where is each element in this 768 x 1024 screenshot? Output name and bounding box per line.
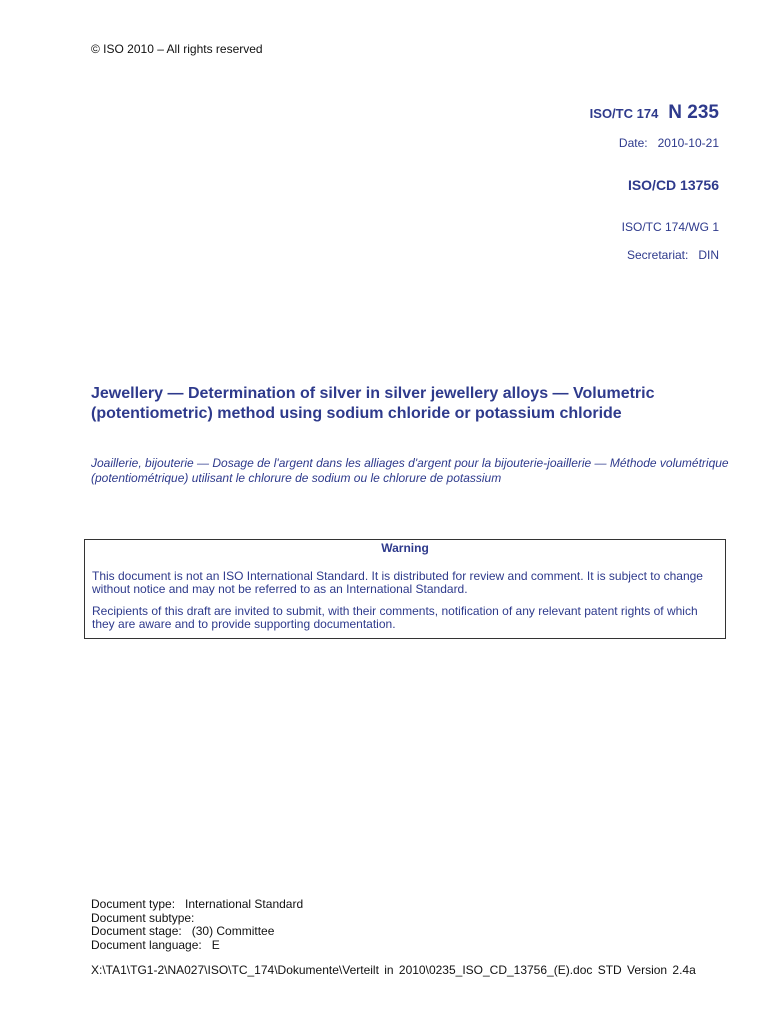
document-language-label: Document language: bbox=[91, 937, 202, 952]
committee-id: ISO/TC 174 bbox=[589, 106, 659, 121]
working-group: ISO/TC 174/WG 1 bbox=[621, 220, 719, 234]
date-value: 2010-10-21 bbox=[657, 136, 719, 150]
document-stage-label: Document stage: bbox=[91, 924, 182, 938]
date-label: Date: bbox=[618, 136, 648, 150]
warning-paragraph-1: This document is not an ISO International Standard. It is distributed for review and comment. It is subject to change without notice and may not be referred to as an International Standard. bbox=[92, 568, 703, 596]
date-line bbox=[619, 136, 719, 150]
secretariat-line bbox=[627, 248, 719, 262]
warning-paragraph-2: Recipients of this draft are invited to submit, with their comments, notification of any relevant patent rights of which they are aware and to provide supporting documentation. bbox=[92, 603, 698, 631]
english-title: Jewellery — Determination of silver in silver jewellery alloys — Volumetric (potentiometric) method using sodium chloride or potassium chloride bbox=[91, 385, 655, 422]
document-type-value: International Standard bbox=[185, 897, 304, 911]
document-type-label: Document type: bbox=[91, 897, 176, 911]
document-type-row bbox=[91, 898, 303, 912]
secretariat-value: DIN bbox=[698, 248, 719, 262]
document-stage-value: (30) Committee bbox=[191, 924, 275, 938]
document-subtype-label: Document subtype: bbox=[91, 910, 195, 925]
document-stage-row bbox=[91, 925, 303, 939]
file-path: X:\TA1\TG1-2\NA027\ISO\TC_174\Dokumente\Verteilt in 2010\0235_ISO_CD_13756_(E).doc STD Version 2.4a bbox=[91, 963, 696, 977]
document-language-value: E bbox=[211, 937, 220, 952]
document-info bbox=[91, 898, 303, 952]
warning-box bbox=[84, 539, 726, 639]
warning-title: Warning bbox=[381, 541, 429, 555]
document-number: N 235 bbox=[668, 102, 719, 123]
copyright-notice: © ISO 2010 – All rights reserved bbox=[91, 42, 263, 56]
document-language-row bbox=[91, 939, 303, 953]
document-reference bbox=[590, 102, 719, 124]
document-subtype-row bbox=[91, 912, 303, 926]
cd-number: ISO/CD 13756 bbox=[627, 177, 719, 193]
french-title: Joaillerie, bijouterie — Dosage de l'argent dans les alliages d'argent pour la bijouterie-joaillerie — Méthode volumétrique (potentiométrique) utilisant le chlorure de sodium ou le chlorure de potassium bbox=[91, 456, 729, 485]
secretariat-label: Secretariat: bbox=[626, 248, 689, 262]
